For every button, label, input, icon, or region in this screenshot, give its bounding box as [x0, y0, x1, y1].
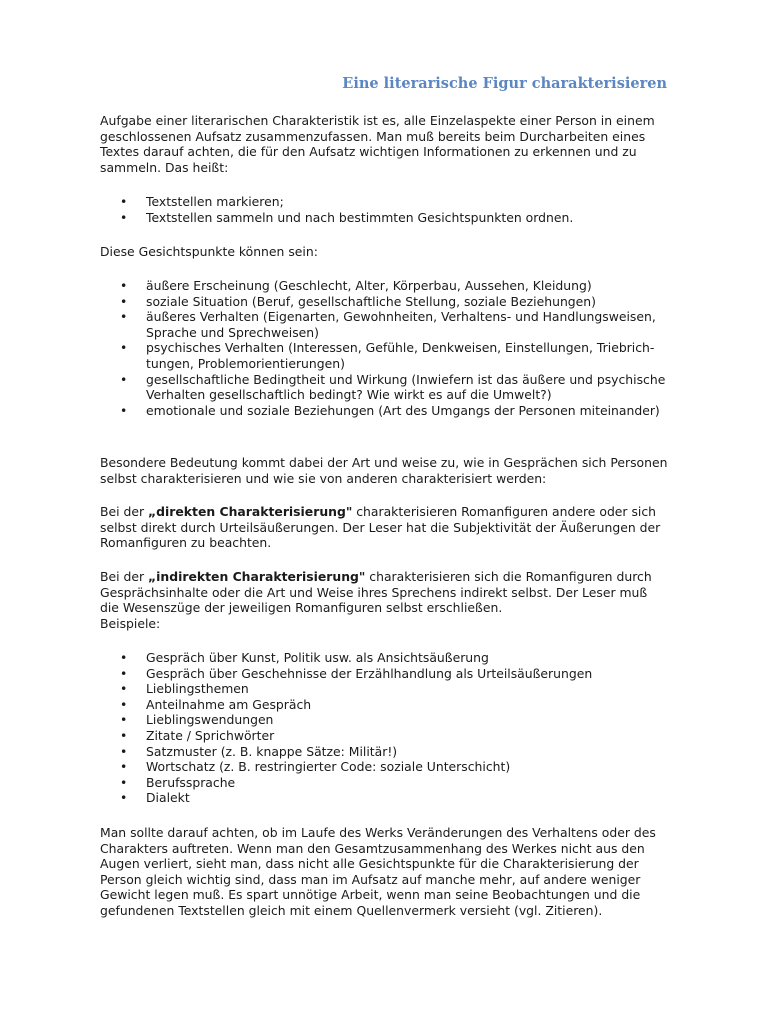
list-marking [100, 194, 670, 225]
list-item: • Zitate / Sprichwörter [100, 728, 670, 744]
examples-label: Beispiele: [100, 615, 161, 631]
page-title: Eine literarische Figur charakterisieren [342, 75, 667, 92]
list-item: • Textstellen sammeln und nach bestimmten Gesichtspunkten ordnen. [100, 210, 670, 226]
list-item: • psychisches Verhalten (Interessen, Gefühle, Denkweisen, Einstellungen, Triebrich-tungen, Problemorientierungen) [100, 340, 670, 371]
indirect-term: „indirekten Charakterisierung" [148, 569, 366, 584]
list-item: • Gespräch über Geschehnisse der Erzählhandlung als Urteilsäußerungen [100, 666, 670, 682]
aspects-intro: Diese Gesichtspunkte können sein: [100, 244, 318, 259]
list-examples [100, 650, 670, 806]
closing-block [100, 825, 670, 919]
direct-text: charakterisieren Romanfiguren andere oder sich selbst direkt durch Urteilsäußerungen. Der Leser hat die Subjektivität der Äußerungen der Romanfiguren zu beachten. [100, 504, 661, 551]
list-item: • gesellschaftliche Bedingtheit und Wirkung (Inwiefern ist das äußere und psychische Verhalten gesellschaftlich bedingt? Wie wirkt es auf die Umwelt?) [100, 372, 670, 403]
list-item: • soziale Situation (Beruf, gesellschaftliche Stellung, soziale Beziehungen) [100, 294, 670, 310]
aspects-intro-block [100, 244, 670, 260]
list-item: • äußere Erscheinung (Geschlecht, Alter, Körperbau, Aussehen, Kleidung) [100, 278, 670, 294]
list-item: • Gespräch über Kunst, Politik usw. als Ansichtsäußerung [100, 650, 670, 666]
indirect-paragraph [100, 569, 670, 616]
direct-term: „direkten Charakterisierung" [148, 504, 353, 519]
special-block [100, 455, 670, 486]
special-paragraph: Besondere Bedeutung kommt dabei der Art und weise zu, wie in Gesprächen sich Personen selbst charakterisieren und wie sie von anderen charakterisiert werden: [100, 455, 668, 486]
list-item: • Anteilnahme am Gespräch [100, 697, 670, 713]
list-item: • Dialekt [100, 790, 670, 806]
indirect-text: charakterisieren sich die Romanfiguren durch Gesprächsinhalte oder die Art und Weise ihres Sprechens indirekt selbst. Der Leser muß die Wesenszüge der jeweiligen Romanfiguren selbst erschließen. [100, 569, 652, 616]
list-item: • Berufssprache [100, 775, 670, 791]
indirect-block [100, 569, 670, 631]
list-item: • äußeres Verhalten (Eigenarten, Gewohnheiten, Verhaltens- und Handlungsweisen, Sprache und Sprechweisen) [100, 309, 670, 340]
list-item: • Wortschatz (z. B. restringierter Code: soziale Unterschicht) [100, 759, 670, 775]
intro-paragraph: Aufgabe einer literarischen Charakteristik ist es, alle Einzelaspekte einer Person in einem geschlossenen Aufsatz zusammenzufassen. Man muß bereits beim Durcharbeiten eines Textes darauf achten, die für den Aufsatz wichtigen Informationen zu erkennen und zu sammeln. Das heißt: [100, 113, 655, 175]
list-item: • Lieblingswendungen [100, 712, 670, 728]
list-item: • Satzmuster (z. B. knappe Sätze: Militär!) [100, 744, 670, 760]
list-item: • emotionale und soziale Beziehungen (Art des Umgangs der Personen miteinander) [100, 403, 670, 419]
list-item: • Lieblingsthemen [100, 681, 670, 697]
direct-paragraph [100, 504, 670, 551]
list-item: • Textstellen markieren; [100, 194, 670, 210]
direct-block [100, 504, 670, 551]
closing-paragraph: Man sollte darauf achten, ob im Laufe des Werks Veränderungen des Verhaltens oder des Charakters auftreten. Wenn man den Gesamtzusammenhang des Werkes nicht aus den Augen verliert, sieht man, dass nicht alle Gesichtspunkte für die Charakterisierung der Person gleich wichtig sind, dass man im Aufsatz auf manche mehr, auf andere weniger Gewicht legen muß. Es spart unnötige Arbeit, wenn man seine Beobachtungen und die gefundenen Textstellen gleich mit einem Quellenvermerk versieht (vgl. Zitieren). [100, 825, 656, 918]
intro-block [100, 113, 670, 175]
list-aspects [100, 278, 670, 418]
indirect-prefix: Bei der [100, 569, 149, 584]
direct-prefix: Bei der [100, 504, 149, 519]
